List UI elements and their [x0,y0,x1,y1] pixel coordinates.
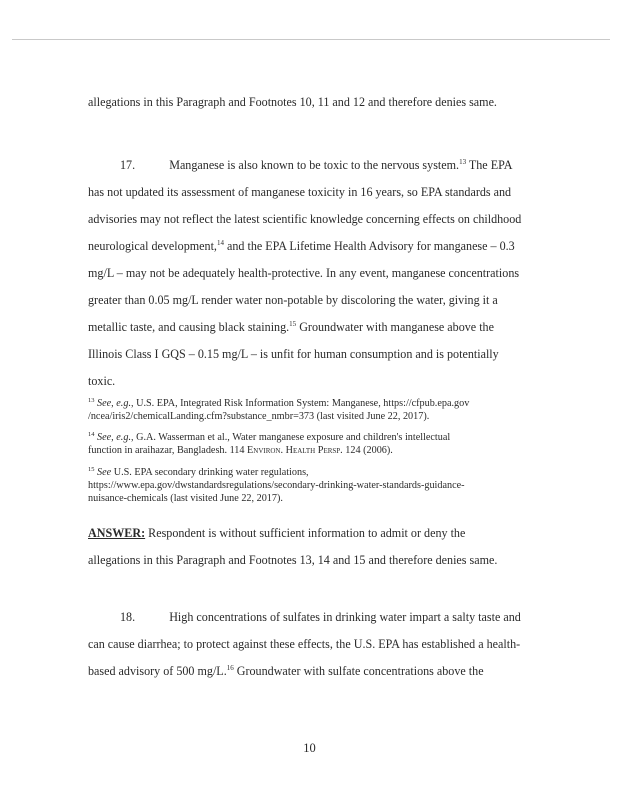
footnote-ref[interactable]: 15 [289,320,297,328]
paragraph-18-line-3: based advisory of 500 mg/L.$^{16}$ Groundwater with sulfate concentrations above the [88,664,484,678]
paragraph-17-line-5: mg/L – may not be adequately health-protective. In any event, manganese concentrations [88,266,520,280]
footnote-13-line-1: $^{13}$ See, e.g., U.S. EPA, Integrated Risk Information System: Manganese, https://cfpub.epa.gov [88,397,470,409]
paragraph-number: 18. [120,610,136,624]
footnote-14-line-1: $^{14}$ See, e.g., G.A. Wasserman et al., Water manganese exposure and children's intellectual [88,431,451,443]
footnote-15-line-1: $^{15}$ See U.S. EPA secondary drinking water regulations, [88,466,309,478]
answer-line-1: ANSWER: Respondent is without sufficient information to admit or deny the [88,526,466,540]
paragraph-17-line-8: Illinois Class I GQS – 0.15 mg/L – is unfit for human consumption and is potentially [88,347,499,361]
paragraph-18-line-2: can cause diarrhea; to protect against these effects, the U.S. EPA has established a health- [88,637,521,651]
footnote-ref[interactable]: 16 [226,664,234,672]
answer-line-2: allegations in this Paragraph and Footnotes 13, 14 and 15 and therefore denies same. [88,553,498,567]
paragraph-17-line-1: 17. Manganese is also known to be toxic to the nervous system.$^{13}$ The EPA [120,158,513,172]
paragraph-17-line-7: metallic taste, and causing black staining.$^{15}$ Groundwater with manganese above the [88,320,494,334]
footnote-13-line-2[interactable]: /ncea/iris2/chemicalLanding.cfm?substance_nmbr=373 (last visited June 22, 2017). [88,411,430,422]
answer-label: ANSWER: [88,526,146,540]
footnote-ref[interactable]: 13 [459,158,467,166]
paragraph-17-line-4: neurological development,$^{14}$ and the EPA Lifetime Health Advisory for manganese – 0.3 [88,239,515,253]
paragraph-18-line-1: 18. High concentrations of sulfates in drinking water impart a salty taste and [120,610,521,624]
paragraph-17-line-6: greater than 0.05 mg/L render water non-potable by discoloring the water, giving it a [88,293,498,307]
header-rule [12,39,610,40]
footnote-15-line-3: nuisance-chemicals (last visited June 22, 2017). [88,493,283,504]
paragraph-17-line-3: advisories may not reflect the latest scientific knowledge concerning effects on childhood [88,212,522,226]
paragraph-number: 17. [120,158,136,172]
footnote-ref[interactable]: 14 [216,239,224,247]
paragraph-17-line-9: toxic. [88,374,116,388]
page-number: 10 [303,741,316,755]
footnote-15-line-2[interactable]: https://www.epa.gov/dwstandardsregulations/secondary-drinking-water-standards-guidance- [88,480,465,491]
continued-answer-line: allegations in this Paragraph and Footnotes 10, 11 and 12 and therefore denies same. [88,95,497,109]
footnote-14-line-2: function in araihazar, Bangladesh. 114 Environ. Health Persp. 124 (2006). [88,445,393,456]
paragraph-17-line-2: has not updated its assessment of manganese toxicity in 16 years, so EPA standards and [88,185,512,199]
